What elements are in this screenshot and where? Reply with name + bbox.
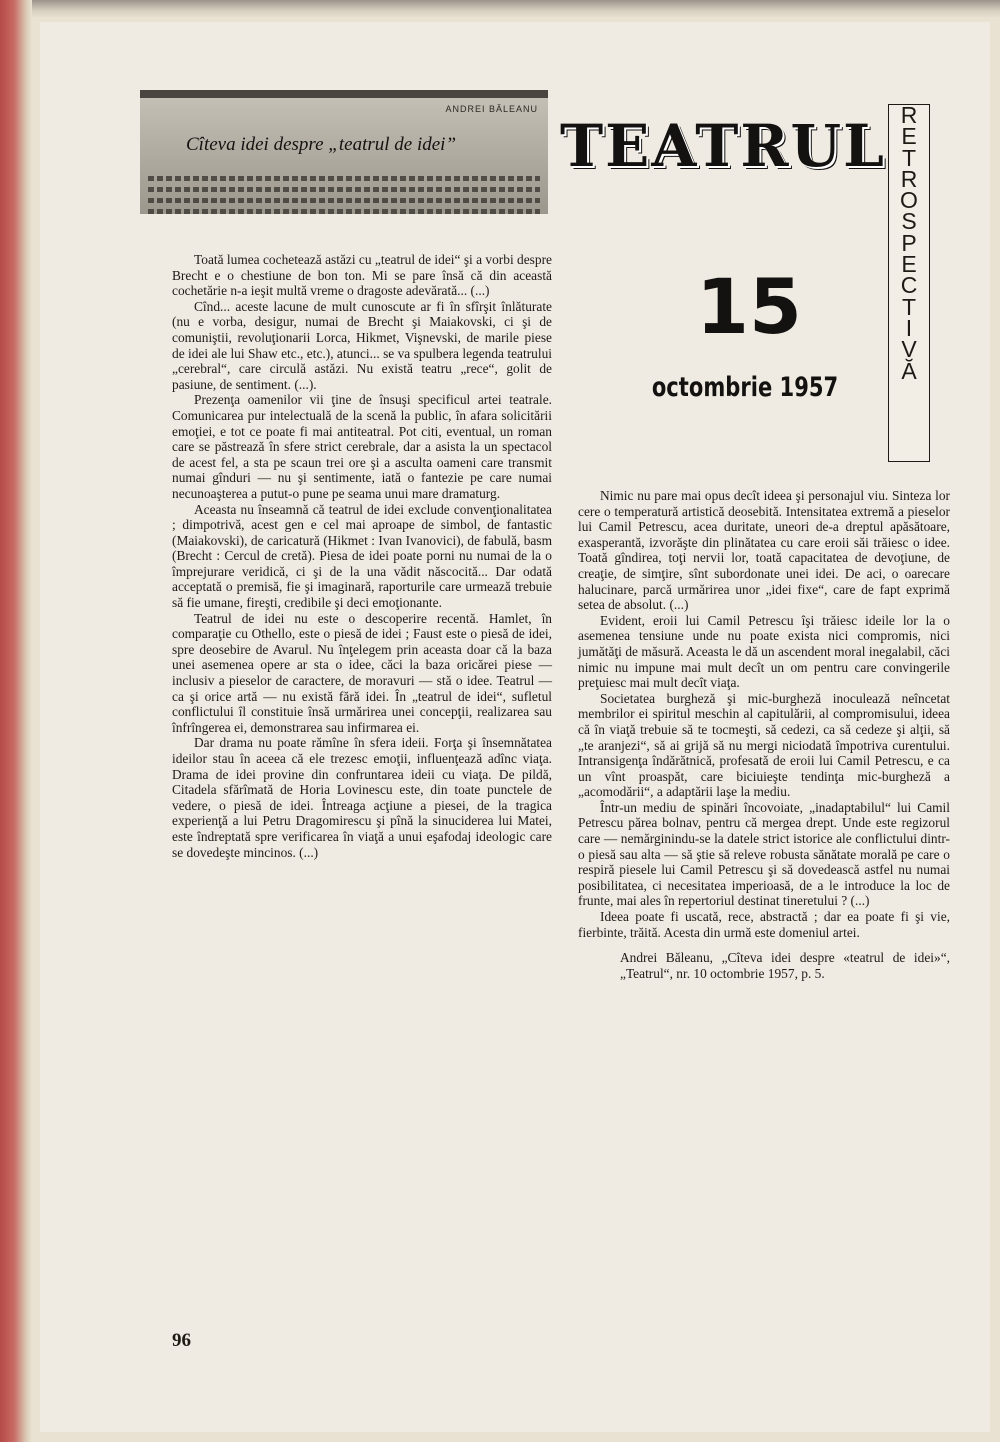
page-top-edge xyxy=(32,0,1000,18)
source-note: Andrei Băleanu, „Cîteva idei despre «teatrul de idei»“, „Teatrul“, nr. 10 octombrie 1957, p. 5. xyxy=(620,950,950,981)
vertical-letter: Ă xyxy=(901,357,917,384)
paragraph: Prezenţa oamenilor vii ţine de însuşi specificul artei teatrale. Comunicarea pur intelectuală de la scenă la public, în afara solicitării emoţiei, e tot ce poate fi mai antiteatral. Pot citi, eventual, un roman care se păstrează în sfere strict cerebrale, dar a asista la un spectacol de acest fel, a sta pe scaun trei ore şi a asculta oameni care transmit numai gînduri — nu şi sentimente, iată o fantezie pe care numai necunoaşterea a putut-o pune pe seama unui mare dramaturg. xyxy=(172,392,552,501)
article-clipping-image xyxy=(140,90,548,214)
masthead xyxy=(560,112,886,198)
vertical-letter: E xyxy=(901,123,917,150)
paragraph: Nimic nu pare mai opus decît ideea şi personajul viu. Sinteza lor cere o temperatură artistică deosebită. Intensitatea extremă a pieselor lui Camil Petrescu, acea duritate, uneori de-a dreptul apăsătoare, exasperantă, izvorăşte din plinătatea cu care eroii săi trăiesc o idee. Toată gîndirea, toţi nervii lor, toată capacitatea de devoţiune, de creaţie, de simţire, sînt subordonate unei idei. De aci, o oarecare halucinare, parcă urmărirea unor „idei fixe“, care de fapt exprimă setea de absolut. (...) xyxy=(578,488,950,613)
paragraph: Cînd... aceste lacune de mult cunoscute ar fi în sfîrşit înlăturate (nu e vorba, desigur, numai de Brecht şi Maiakovski, ci şi de comuniştii, revoluţionarii Lorca, Hikmet, Vişnevski, de marile piese de idei ale lui Shaw etc., etc.), atunci... se va spulbera legenda teatrului „cerebral“, care circulă astăzi. Nu există teatru „rece“, golit de pasiune, de sentiment. (...). xyxy=(172,298,552,392)
clipping-title: Cîteva idei despre „teatrul de idei” xyxy=(186,134,457,155)
book-binding xyxy=(0,0,32,1442)
vertical-letter: R xyxy=(900,165,918,192)
paragraph: Într-un mediu de spinări încovoiate, „inadaptabilul“ lui Camil Petrescu părea bolnav, pentru că mergea drept. Unde este regizorul care — nemărginindu-se la datele strict istorice ale conflictului dintr-o piesă sau alta — să ştie să releve robusta sănătate morală pe care o respiră piesele lui Camil Petrescu şi să dovedească astfel nu numai posibilitatea, ci necesitatea imperioasă, de a le introduce la loc de frunte, mai ales în repertoriul destinat tineretului ? (...) xyxy=(578,799,950,909)
masthead-title: TEATRUL xyxy=(560,112,886,180)
paragraph: Ideea poate fi uscată, rece, abstractă ; dar ea poate fi şi vie, fierbinte, trăită. Acesta din urmă este domeniul artei. xyxy=(578,909,950,940)
paragraph: Evident, eroii lui Camil Petrescu îşi trăiesc ideile lor la o asemenea tensiune unde nu poate exista nici compromis, nici jumătăţi de măsură. Aceasta le dă un ascendent moral inegalabil, căci nimic nu impune mai mult decît un om pentru care convingerile preţuiesc mai mult decît viaţa. xyxy=(578,612,950,691)
vertical-letter: T xyxy=(901,293,917,320)
paragraph: Aceasta nu înseamnă că teatrul de idei exclude convenţionalitatea ; dimpotrivă, acest gen e cel mai aproape de simbol, de fantastic (Maiakovski), de caricatură (Hikmet : Ivan Ivanovici), de fabulă, basm (Brecht : Cercul de cretă). Piesa de idei poate porni nu numai de la o împrejurare veridică, ci şi de la una vădit născocită... Dar odată acceptată o premisă, fie şi imaginară, raporturile care urmează trebuie să fie umane, fireşti, credibile şi deci emoţionante. xyxy=(172,501,552,611)
left-column xyxy=(172,252,552,860)
clipping-author: ANDREI BĂLEANU xyxy=(445,104,538,114)
vertical-letter: E xyxy=(901,251,917,278)
right-column xyxy=(578,488,950,981)
issue-month-year: octombrie 1957 xyxy=(651,372,839,403)
vertical-letter: C xyxy=(900,272,918,299)
retrospectiva-vertical-label xyxy=(888,104,930,462)
issue-day: 15 xyxy=(696,262,802,351)
paragraph: Dar drama nu poate rămîne în sfera ideii. Forţa şi însemnătatea ideilor stau în aceea că ele trezesc emoţii, influenţează adînc viaţa. Drama de idei provine din confruntarea ideii cu viaţa. De pildă, Citadela sfărîmată de Horia Lovinescu este, din toate punctele de vedere, o piesă de idei. Întreaga acţiune a piesei, de la tragica experienţă a lui Petru Dragomirescu şi pînă la sinuciderea lui Matei, este îndreptată spre verificarea în viaţă a unui eşafodaj ideologic care se dovedeşte mincinos. (...) xyxy=(172,735,552,860)
paragraph: Teatrul de idei nu este o descoperire recentă. Hamlet, în comparaţie cu Othello, este o piesă de idei ; Faust este o piesă de idei, spre deosebire de Avarul. Nu înţelegem prin aceasta doar că la baza unei asemenea opere ar sta o idee, căci la baza oricărei piese — inclusiv a pieselor de caractere, de moravuri — stă o idee. Teatrul — ca şi orice artă — nu există fără idei. În „teatrul de idei“, sufletul conflictului îl constituie însă urmărirea unei concepţii, realizarea sau înfrîngerea ei, demonstrarea sau infirmarea ei. xyxy=(172,610,552,735)
vertical-letter: S xyxy=(901,208,917,235)
vertical-letter: R xyxy=(900,102,918,128)
clipping-text-lines xyxy=(148,176,540,214)
vertical-letter: O xyxy=(900,187,918,214)
paragraph: Societatea burgheză şi mic-burgheză inoculează neîncetat membrilor ei spiritul meschin al capitulării, al compromisului, ideea că în viaţă trebuie să te tocmeşti, să cedezi, ca să cedeze şi alţii, să „te aranjezi“, să ai grijă să nu mergi niciodată împotriva curentului. Intransigenţa îndărătnică, profesată de eroii lui Camil Petrescu, e ca un vînt proaspăt, care biciuieşte tendinţa mic-burgheză a „acomodării“, a adaptării laşe la mediu. xyxy=(578,690,950,800)
page-number: 96 xyxy=(172,1330,191,1351)
vertical-letter: I xyxy=(905,314,913,341)
vertical-letter: P xyxy=(901,229,917,256)
paragraph: Toată lumea cochetează astăzi cu „teatrul de idei“ şi a vorbi despre Brecht e o chestiune de bon ton. Mi se pare însă că din această cochetărie n-a ieşit multă vreme o dragoste adevărată... (...) xyxy=(172,252,552,299)
vertical-letter: V xyxy=(901,336,917,363)
clipping-top-bar xyxy=(140,90,548,98)
vertical-letter: T xyxy=(901,144,917,171)
